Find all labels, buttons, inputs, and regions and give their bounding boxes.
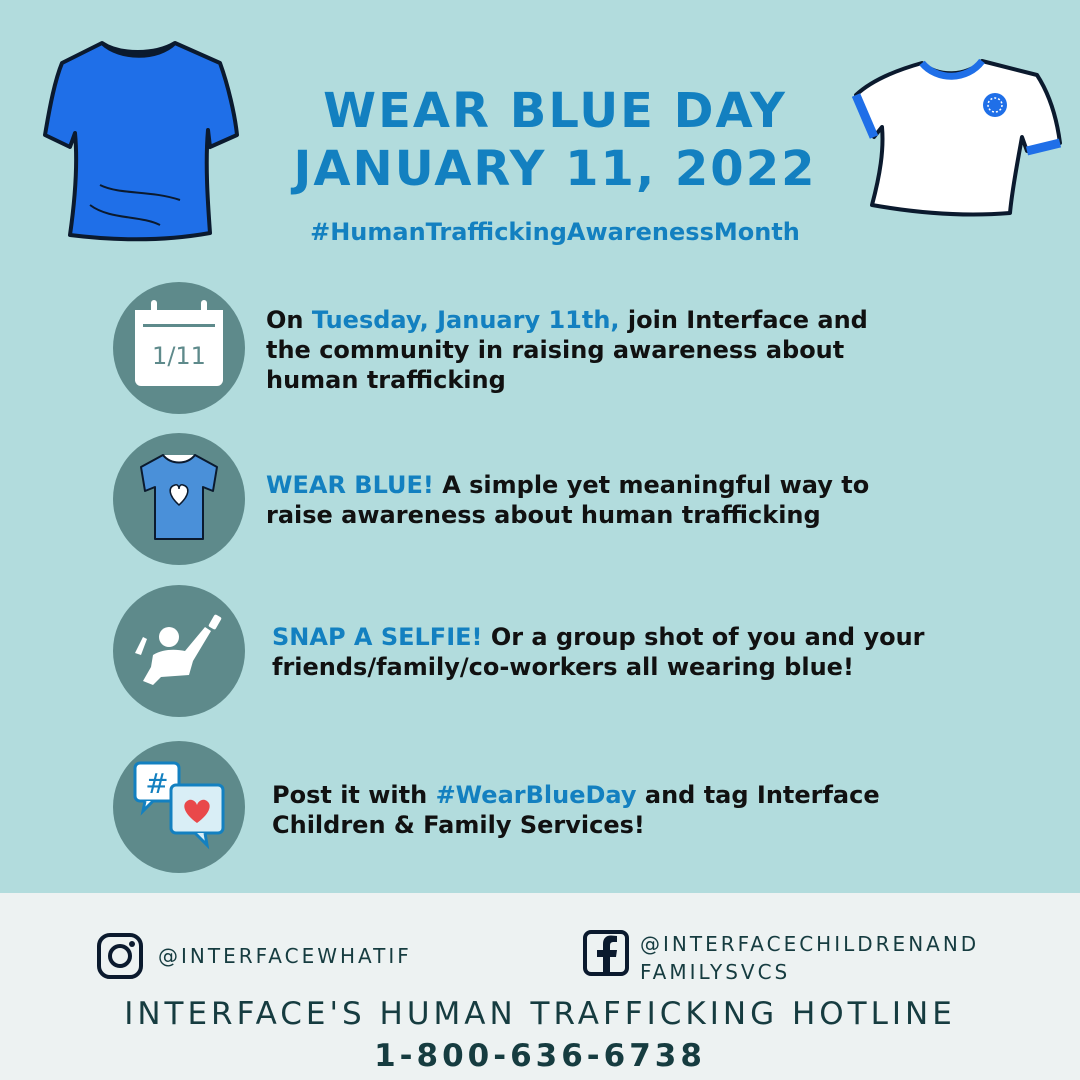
tshirt-heart-icon xyxy=(113,433,245,565)
page-title xyxy=(250,82,860,198)
instagram-icon[interactable] xyxy=(96,932,144,980)
item-join-highlight: Tuesday, January 11th, xyxy=(311,306,620,334)
item-wear-blue-text: WEAR BLUE! A simple yet meaningful way to raise awareness about human trafficking xyxy=(266,471,870,529)
facebook-handle-line-2[interactable]: FAMILYSVCS xyxy=(640,960,791,984)
item-selfie-text: SNAP A SELFIE! Or a group shot of you and your friends/family/co-workers all wearing blue! xyxy=(272,623,925,681)
item-post-highlight: #WearBlueDay xyxy=(435,781,637,809)
item-wear-blue-highlight: WEAR BLUE! xyxy=(266,471,434,499)
svg-text:#: # xyxy=(145,767,169,800)
blue-tshirt-icon xyxy=(40,35,240,245)
instagram-handle[interactable]: @INTERFACEWHATIF xyxy=(158,944,412,968)
awareness-hashtag: #HumanTraffickingAwarenessMonth xyxy=(310,218,800,246)
item-post-text: Post it with #WearBlueDay and tag Interface Children & Family Services! xyxy=(272,781,880,839)
facebook-handle[interactable] xyxy=(640,930,979,986)
selfie-icon-circle xyxy=(113,585,245,717)
item-join-text: On Tuesday, January 11th, join Interface and the community in raising awareness about human trafficking xyxy=(266,306,868,394)
facebook-icon[interactable] xyxy=(582,929,630,977)
calendar-date-text: 1/11 xyxy=(152,342,206,370)
calendar-icon-circle xyxy=(113,282,245,414)
hashtag-heart-bubbles-icon xyxy=(113,741,245,873)
item-selfie-highlight: SNAP A SELFIE! xyxy=(272,623,483,651)
white-tshirt-icon xyxy=(852,55,1067,220)
facebook-handle-line-1[interactable]: @INTERFACECHILDRENAND xyxy=(640,932,980,956)
tshirt-icon-circle xyxy=(113,433,245,565)
hotline-label: INTERFACE'S HUMAN TRAFFICKING HOTLINE xyxy=(124,996,956,1032)
selfie-icon xyxy=(113,585,245,717)
social-icon-circle xyxy=(113,741,245,873)
title-line-1: WEAR BLUE DAY xyxy=(323,83,787,139)
hotline-number[interactable]: 1-800-636-6738 xyxy=(374,1038,706,1074)
title-line-2: JANUARY 11, 2022 xyxy=(293,141,817,197)
